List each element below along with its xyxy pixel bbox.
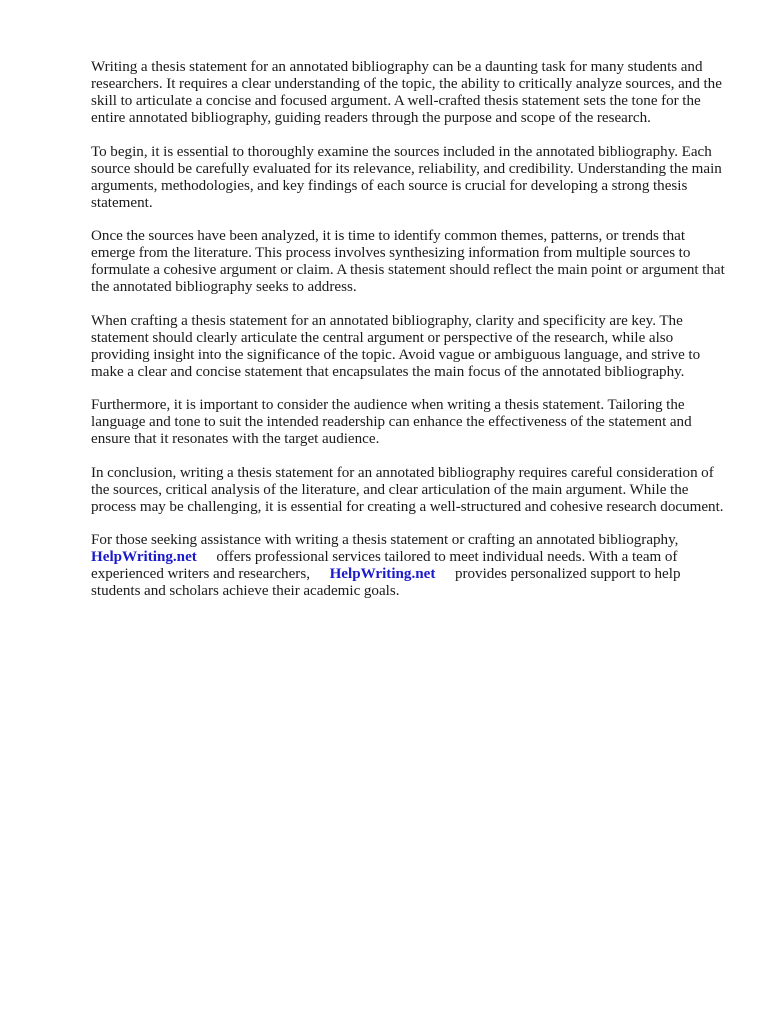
paragraph-conclusion: In conclusion, writing a thesis statement for an annotated bibliography requires careful consideration of the sources, critical analysis of the literature, and clear articulation of the main argument. While the process may be challenging, it is essential for creating a well-structured and cohesive research document. (91, 464, 724, 515)
helpwriting-link-2[interactable]: HelpWriting.net (329, 566, 436, 582)
paragraph-identify-themes: Once the sources have been analyzed, it is time to identify common themes, patterns, or trends that emerge from the literature. This process involves synthesizing information from multiple sources to formulate a cohesive argument or claim. A thesis statement should reflect the main point or argument that the annotated bibliography seeks to address. (91, 228, 725, 295)
paragraph-audience: Furthermore, it is important to consider the audience when writing a thesis statement. Tailoring the language and tone to suit the intended readership can enhance the effectiveness of the statement and ensure that it resonates with the target audience. (91, 397, 692, 447)
paragraph-examine-sources: To begin, it is essential to thoroughly examine the sources included in the annotated bibliography. Each source should be carefully evaluated for its relevance, reliability, and credibility. Understanding the main arguments, methodologies, and key findings of each source is crucial for developing a strong thesis statement. (91, 143, 722, 211)
assistance-text-2: offers professional services tailored to meet individual needs. With a team of experienced writers and researchers, (91, 549, 678, 582)
paragraph-assistance (91, 532, 731, 600)
assistance-text-1: For those seeking assistance with writing a thesis statement or crafting an annotated bibliography, (91, 532, 679, 548)
assistance-text-3: provides personalized support to help students and scholars achieve their academic goals. (91, 566, 681, 599)
paragraph-crafting-statement: When crafting a thesis statement for an annotated bibliography, clarity and specificity are key. The statement should clearly articulate the central argument or perspective of the research, while also providing insight into the significance of the topic. Avoid vague or ambiguous language, and strive to make a clear and concise statement that encapsulates the main focus of the annotated bibliography. (91, 312, 701, 380)
helpwriting-link-1[interactable]: HelpWriting.net (91, 549, 197, 565)
document-page (91, 59, 731, 617)
paragraph-intro: Writing a thesis statement for an annotated bibliography can be a daunting task for many students and researchers. It requires a clear understanding of the topic, the ability to critically analyze sources, and the skill to articulate a concise and focused argument. A well-crafted thesis statement sets the tone for the entire annotated bibliography, guiding readers through the purpose and scope of the research. (91, 59, 722, 126)
